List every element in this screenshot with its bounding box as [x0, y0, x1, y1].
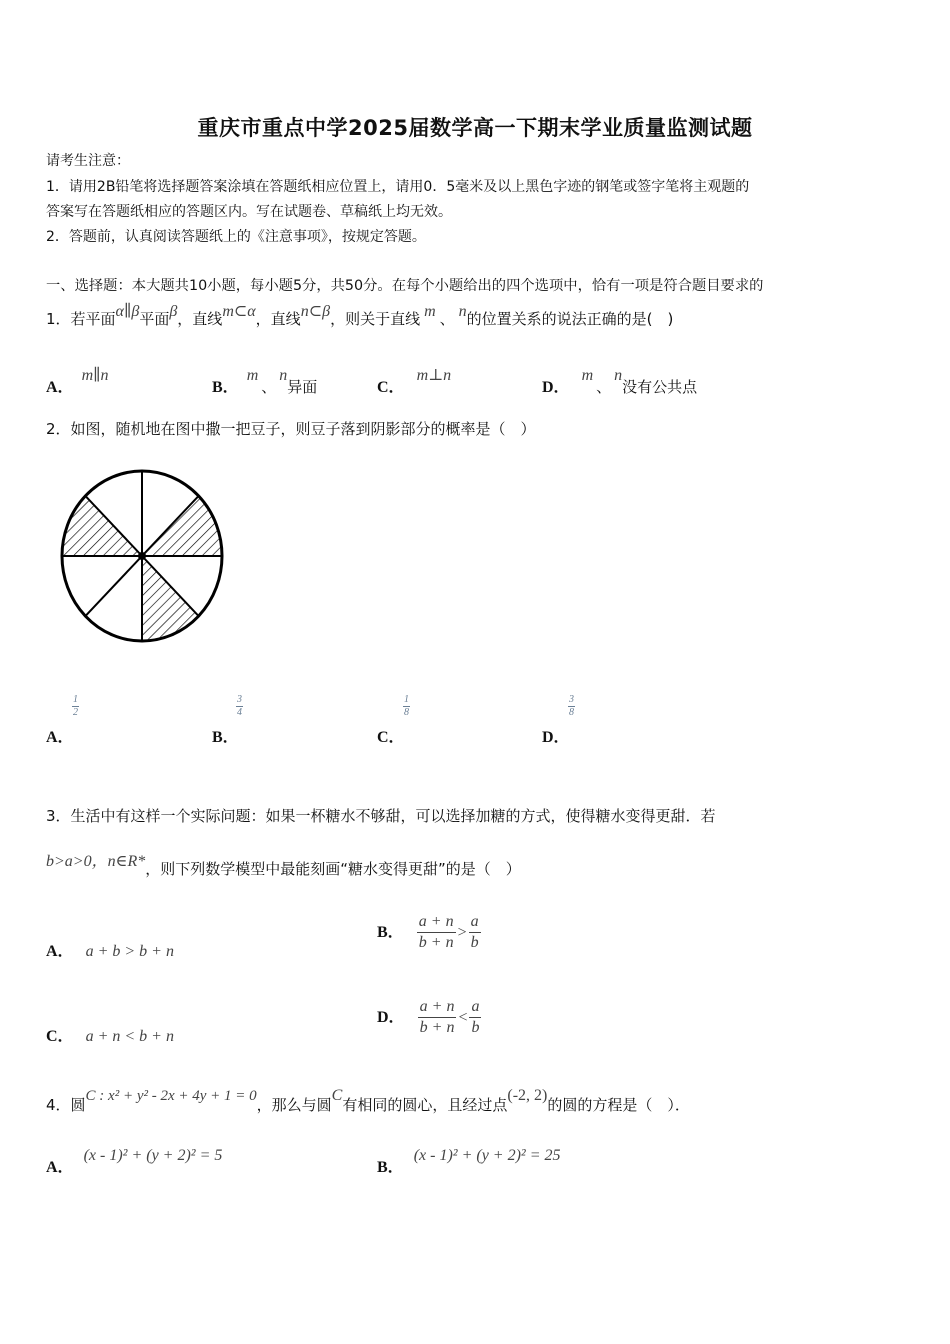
q1-option-d[interactable]: D．m、n没有公共点 — [542, 367, 698, 396]
q1-text: ，直线 — [255, 310, 301, 328]
question-3-condition: b>a>0，n∈R*，则下列数学模型中最能刻画“糖水变得更甜”的是（ ） — [46, 853, 521, 878]
circle-figure — [56, 468, 228, 644]
q3-math-condition: b>a>0，n∈R* — [46, 853, 146, 870]
question-4: 4．圆C : x² + y² - 2x + 4y + 1 = 0，那么与圆C有相同的圆心，且经过点(-2, 2)的圆的方程是（ ）． — [46, 1087, 690, 1114]
shaded-sector — [142, 556, 199, 641]
q1-text: 1．若平面 — [46, 310, 116, 328]
q1-text: ，则关于直线 — [330, 310, 421, 328]
q2-option-d[interactable]: D． $\frac{3}{8}$ — [542, 694, 574, 746]
note-1-line-2: 答案写在答题纸相应的答题区内。写在试题卷、草稿纸上均无效。 — [46, 204, 452, 220]
q1-a-math: m∥n — [81, 367, 109, 384]
q1-option-a[interactable]: A．m∥n — [46, 367, 109, 396]
q2-d-fraction: $\frac{3}{8}$ — [569, 694, 574, 718]
q1-math: n — [458, 303, 467, 320]
question-2: 2．如图，随机地在图中撒一把豆子，则豆子落到阴影部分的概率是（ ） — [46, 420, 536, 438]
question-3: 3．生活中有这样一个实际问题：如果一杯糖水不够甜，可以选择加糖的方式，使得糖水变得更甜．若 — [46, 807, 716, 825]
q3-option-b[interactable]: B． $\frac{a + n}{b + n}$ > $\frac{a}{b}$ — [377, 913, 479, 951]
q4-option-b[interactable]: B．(x - 1)² + (y + 2)² = 25 — [377, 1147, 561, 1176]
q1-option-b[interactable]: B．m、n异面 — [212, 367, 318, 396]
q1-text: 、 — [439, 310, 455, 328]
shaded-sector — [142, 496, 222, 556]
q2-option-b[interactable]: B． $\frac{3}{4}$ — [212, 694, 242, 746]
note-2: 2．答题前，认真阅读答题纸上的《注意事项》，按规定答题。 — [46, 229, 426, 245]
q1-math: β — [169, 303, 178, 320]
q2-a-fraction: $\frac{1}{2}$ — [73, 694, 78, 718]
q2-c-fraction: $\frac{1}{8}$ — [404, 694, 409, 718]
question-1 — [46, 303, 674, 333]
q1-text: 的位置关系的说法正确的是( ) — [466, 310, 674, 328]
q4-option-a[interactable]: A．(x - 1)² + (y + 2)² = 5 — [46, 1147, 223, 1176]
q4-point: (-2, 2) — [507, 1087, 548, 1104]
shaded-sector — [62, 496, 142, 556]
q2-b-fraction: $\frac{3}{4}$ — [237, 694, 242, 718]
q3-option-d[interactable]: D． $\frac{a + n}{b + n}$ < $\frac{a}{b}$ — [377, 998, 480, 1036]
q1-text: 平面 — [139, 310, 170, 328]
section-heading: 一、选择题：本大题共10小题，每小题5分，共50分。在每个小题给出的四个选项中，恰有一项是符合题目要求的 — [46, 278, 764, 294]
q3-option-c[interactable]: C． a + n < b + n — [46, 1028, 174, 1045]
q1-option-c[interactable]: C．m⊥n — [377, 367, 452, 396]
q1-math: m — [424, 303, 436, 320]
q1-math-planes: α∥β — [115, 303, 140, 320]
q2-option-c[interactable]: C． $\frac{1}{8}$ — [377, 694, 409, 746]
page-title: 重庆市重点中学2025届数学高一下期末学业质量监测试题 — [197, 116, 753, 140]
q2-option-a[interactable]: A． $\frac{1}{2}$ — [46, 694, 78, 746]
notes-heading: 请考生注意： — [46, 153, 130, 169]
q1-math: m⊂α — [222, 303, 256, 320]
q3-option-a[interactable]: A． a + b > b + n — [46, 943, 174, 960]
q1-math: n⊂β — [300, 303, 331, 320]
note-1-line-1: 1．请用2B铅笔将选择题答案涂填在答题纸相应位置上，请用0．5毫米及以上黑色字迹的钢笔或签字笔将主观题的 — [46, 179, 750, 195]
q1-text: ，直线 — [177, 310, 223, 328]
q4-circle-equation: C : x² + y² - 2x + 4y + 1 = 0 — [85, 1088, 257, 1104]
